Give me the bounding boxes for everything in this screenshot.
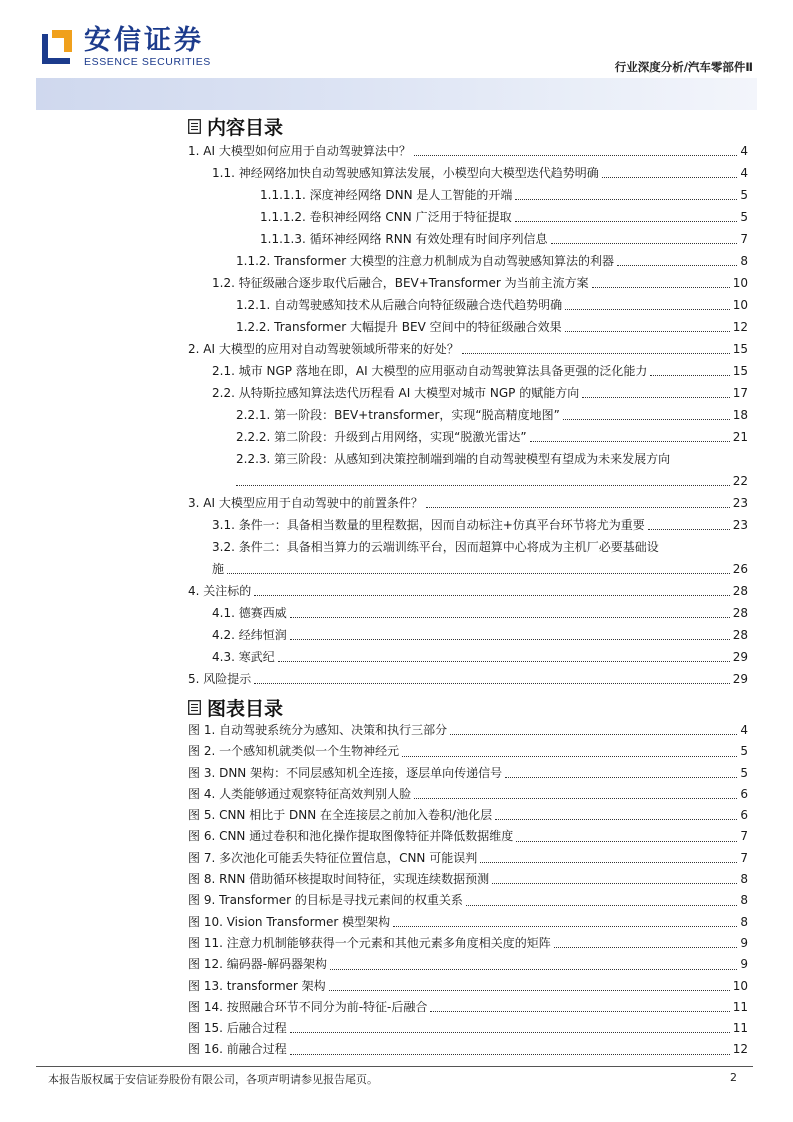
toc-entry[interactable]: 1.2.2. Transformer 大幅提升 BEV 空间中的特征级融合效果 12: [236, 320, 748, 334]
logo-name-en: ESSENCE SECURITIES: [84, 56, 211, 68]
toc-entry[interactable]: 2. AI 大模型的应用对自动驾驶领域所带来的好处？ 15: [188, 342, 748, 356]
toc-entry-line1[interactable]: 3.2. 条件二：具备相当算力的云端训练平台，因而超算中心将成为主机厂必要基础设: [212, 540, 659, 554]
toc-entry[interactable]: 2.2.2. 第二阶段：升级到占用网络，实现“脱激光雷达” 21: [236, 430, 748, 444]
toc-entry[interactable]: 1. AI 大模型如何应用于自动驾驶算法中？ 4: [188, 144, 748, 158]
figure-entry[interactable]: 图 1. 自动驾驶系统分为感知、决策和执行三部分 4: [188, 723, 748, 737]
toc-entry-line2[interactable]: 22: [188, 470, 748, 492]
figure-entry[interactable]: 图 11. 注意力机制能够获得一个元素和其他元素多角度相关度的矩阵 9: [188, 935, 748, 950]
toc-entry[interactable]: 5. 风险提示 29: [188, 672, 748, 686]
figures-title: [188, 694, 283, 721]
toc-entry[interactable]: 2.2.1. 第一阶段：BEV+transformer，实现“脱高精度地图” 18: [236, 408, 748, 422]
toc-entry[interactable]: 4.1. 德赛西威 28: [212, 606, 748, 620]
toc-entry[interactable]: 1.1.1.3. 循环神经网络 RNN 有效处理有时间序列信息 7: [260, 232, 748, 246]
toc-entry[interactable]: 1.1.1.2. 卷积神经网络 CNN 广泛用于特征提取 5: [260, 210, 748, 224]
figure-entry[interactable]: 图 7. 多次池化可能丢失特征位置信息，CNN 可能误判 7: [188, 850, 748, 865]
toc-entry[interactable]: 4.3. 寒武纪 29: [212, 650, 748, 664]
toc-entry[interactable]: 4.2. 经纬恒润 28: [212, 628, 748, 642]
logo-mark-icon: [36, 26, 76, 68]
figure-entry[interactable]: 图 6. CNN 通过卷积和池化操作提取图像特征并降低数据维度 7: [188, 829, 748, 844]
figure-entry[interactable]: 图 13. transformer 架构 10: [188, 978, 748, 993]
toc-list: [188, 140, 748, 690]
figures-title-text: 图表目录: [207, 698, 284, 720]
figure-entry[interactable]: 图 12. 编码器-解码器架构 9: [188, 957, 748, 972]
footer-divider: [36, 1066, 753, 1067]
document-icon: [188, 700, 201, 715]
figure-entry[interactable]: 图 14. 按照融合环节不同分为前-特征-后融合 11: [188, 999, 748, 1014]
toc-entry[interactable]: 1.2. 特征级融合逐步取代后融合，BEV+Transformer 为当前主流方案 10: [212, 276, 748, 290]
toc-entry[interactable]: 4. 关注标的 28: [188, 584, 748, 598]
toc-entry-line1[interactable]: 2.2.3. 第三阶段：从感知到决策控制端到端的自动驾驶模型有望成为未来发展方向: [236, 452, 671, 466]
figure-entry[interactable]: 图 3. DNN 架构：不同层感知机全连接，逐层单向传递信号 5: [188, 765, 748, 780]
toc-entry[interactable]: 1.1. 神经网络加快自动驾驶感知算法发展，小模型向大模型迭代趋势明确 4: [212, 166, 748, 180]
toc-entry[interactable]: 3.1. 条件一：具备相当数量的里程数据，因而自动标注+仿真平台环节将尤为重要 23: [212, 518, 748, 532]
figure-entry[interactable]: 图 8. RNN 借助循环核提取时间特征，实现连续数据预测 8: [188, 872, 748, 887]
toc-entry[interactable]: 1.1.2. Transformer 大模型的注意力机制成为自动驾驶感知算法的利器 8: [236, 254, 748, 268]
company-logo: [36, 26, 211, 69]
figure-entry[interactable]: 图 9. Transformer 的目标是寻找元素间的权重关系 8: [188, 893, 748, 908]
figure-entry[interactable]: 图 10. Vision Transformer 模型架构 8: [188, 914, 748, 929]
footer-copyright: 本报告版权属于安信证券股份有限公司，各项声明请参见报告尾页。: [48, 1073, 378, 1086]
figure-entry[interactable]: 图 15. 后融合过程 11: [188, 1021, 748, 1036]
toc-entry[interactable]: 1.2.1. 自动驾驶感知技术从后融合向特征级融合迭代趋势明确 10: [236, 298, 748, 312]
toc-title-text: 内容目录: [207, 117, 284, 139]
toc-entry[interactable]: 2.2. 从特斯拉感知算法迭代历程看 AI 大模型对城市 NGP 的赋能方向 17: [212, 386, 748, 400]
document-icon: [188, 119, 201, 134]
figures-list: [188, 720, 748, 1061]
report-category: 行业深度分析/汽车零部件Ⅱ: [614, 60, 753, 74]
logo-name-cn: 安信证券: [84, 25, 204, 56]
figure-entry[interactable]: 图 2. 一个感知机就类似一个生物神经元 5: [188, 744, 748, 759]
figure-entry[interactable]: 图 16. 前融合过程 12: [188, 1042, 748, 1057]
figure-entry[interactable]: 图 4. 人类能够通过观察特征高效判别人脸 6: [188, 786, 748, 801]
toc-entry[interactable]: 3. AI 大模型应用于自动驾驶中的前置条件？ 23: [188, 496, 748, 510]
toc-title: [188, 113, 283, 140]
figure-entry[interactable]: 图 5. CNN 相比于 DNN 在全连接层之前加入卷积/池化层 6: [188, 808, 748, 823]
toc-entry[interactable]: 1.1.1.1. 深度神经网络 DNN 是人工智能的开端 5: [260, 188, 748, 202]
toc-entry-line2[interactable]: 施 26: [212, 562, 748, 576]
toc-entry[interactable]: 2.1. 城市 NGP 落地在即，AI 大模型的应用驱动自动驾驶算法具备更强的泛化能力 15: [212, 364, 748, 378]
page-number: 2: [730, 1071, 737, 1084]
header-band: [36, 78, 757, 110]
